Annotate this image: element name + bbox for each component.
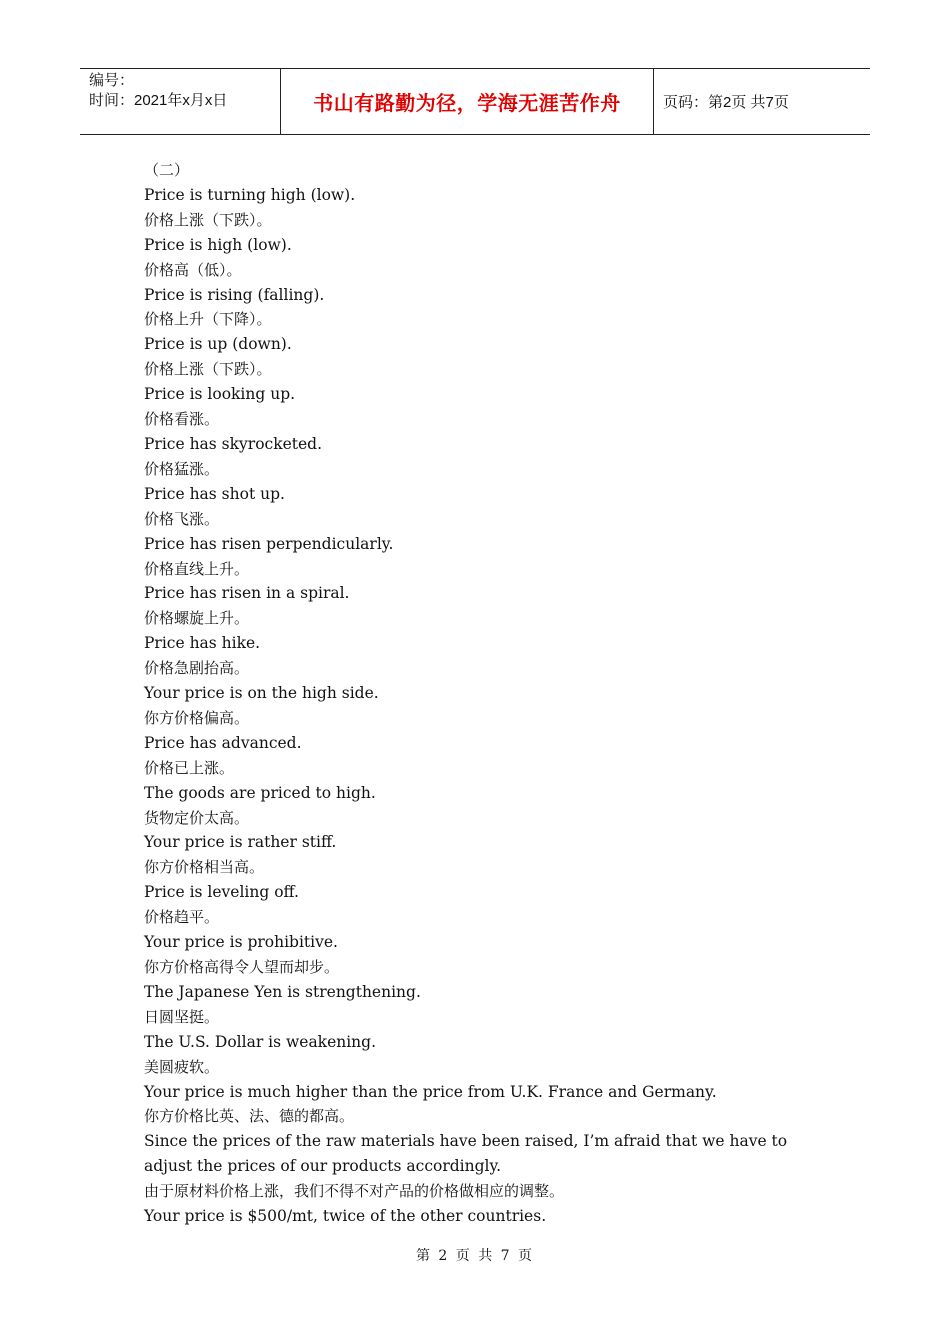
phrase-english: Price has advanced. xyxy=(144,733,302,752)
phrase-english: Since the prices of the raw materials have been raised, I’m afraid that we have to adjust the prices of our products accordingly. xyxy=(144,1132,788,1176)
phrase-translation: 货物定价太高。 xyxy=(144,808,250,827)
phrase-translation: 你方价格相当高。 xyxy=(144,858,265,877)
number-label: 编号： xyxy=(89,72,135,89)
phrase-translation: 价格上涨（下跌）。 xyxy=(144,210,272,229)
phrase-translation: 价格看涨。 xyxy=(144,410,220,429)
phrase-translation: 价格螺旋上升。 xyxy=(144,609,250,628)
phrase-english: Your price is $500/mt, twice of the other countries. xyxy=(144,1207,547,1226)
page-footer xyxy=(0,1245,950,1265)
phrase-english: Price is turning high (low). xyxy=(144,185,356,204)
phrase-english: Price is high (low). xyxy=(144,235,292,254)
phrase-english: The U.S. Dollar is weakening. xyxy=(144,1032,377,1051)
phrase-english: Price is rising (falling). xyxy=(144,285,325,304)
phrase-translation: 价格高（低）。 xyxy=(144,260,242,279)
phrase-english: The Japanese Yen is strengthening. xyxy=(144,982,421,1001)
phrase-english: Price is looking up. xyxy=(144,385,296,404)
phrase-translation: 美圆疲软。 xyxy=(144,1057,220,1076)
phrase-english: Price has hike. xyxy=(144,634,261,653)
phrase-translation: 价格飞涨。 xyxy=(144,509,220,528)
phrase-english: Price has skyrocketed. xyxy=(144,434,323,453)
phrase-english: Your price is rather stiff. xyxy=(144,833,337,852)
phrase-translation: 价格上涨（下跌）。 xyxy=(144,360,272,379)
phrase-translation: 日圆坚挺。 xyxy=(144,1007,220,1026)
phrase-translation: 你方价格高得令人望而却步。 xyxy=(144,958,340,976)
phrase-english: Your price is on the high side. xyxy=(144,684,379,703)
phrase-english: Your price is much higher than the price from U.K. France and Germany. xyxy=(144,1082,717,1101)
section-title: （二） xyxy=(144,161,190,179)
phrase-english: Price has shot up. xyxy=(144,484,285,503)
document-header xyxy=(80,68,870,135)
footer-page-label: 第 2 页 共 7 页 xyxy=(415,1248,535,1264)
phrase-english: Price is leveling off. xyxy=(144,883,299,902)
phrase-english: Price is up (down). xyxy=(144,335,292,354)
phrase-translation: 价格已上涨。 xyxy=(144,758,235,777)
phrase-translation: 你方价格比英、法、德的都高。 xyxy=(144,1107,355,1126)
phrase-list xyxy=(144,183,824,1229)
phrase-translation: 你方价格偏高。 xyxy=(144,708,250,727)
document-body xyxy=(144,158,824,1229)
phrase-translation: 由于原材料价格上涨，我们不得不对产品的价格做相应的调整。 xyxy=(144,1182,565,1201)
header-meta-cell xyxy=(80,69,281,134)
phrase-english: The goods are priced to high. xyxy=(144,783,376,802)
phrase-translation: 价格急剧抬高。 xyxy=(144,659,250,678)
phrase-translation: 价格直线上升。 xyxy=(144,559,250,578)
phrase-translation: 价格猛涨。 xyxy=(144,459,220,478)
time-label: 时间：2021年x月x日 xyxy=(89,92,228,109)
header-page-cell xyxy=(654,69,870,134)
phrase-translation: 价格上升（下降）。 xyxy=(144,310,272,329)
phrase-english: Your price is prohibitive. xyxy=(144,933,338,952)
header-motto-cell xyxy=(281,69,654,134)
phrase-translation: 价格趋平。 xyxy=(144,908,220,927)
page-info: 页码：第2页 共7页 xyxy=(663,94,789,111)
phrase-english: Price has risen perpendicularly. xyxy=(144,534,394,553)
motto-text: 书山有路勤为径，学海无涯苦作舟 xyxy=(313,91,621,115)
phrase-english: Price has risen in a spiral. xyxy=(144,584,350,603)
